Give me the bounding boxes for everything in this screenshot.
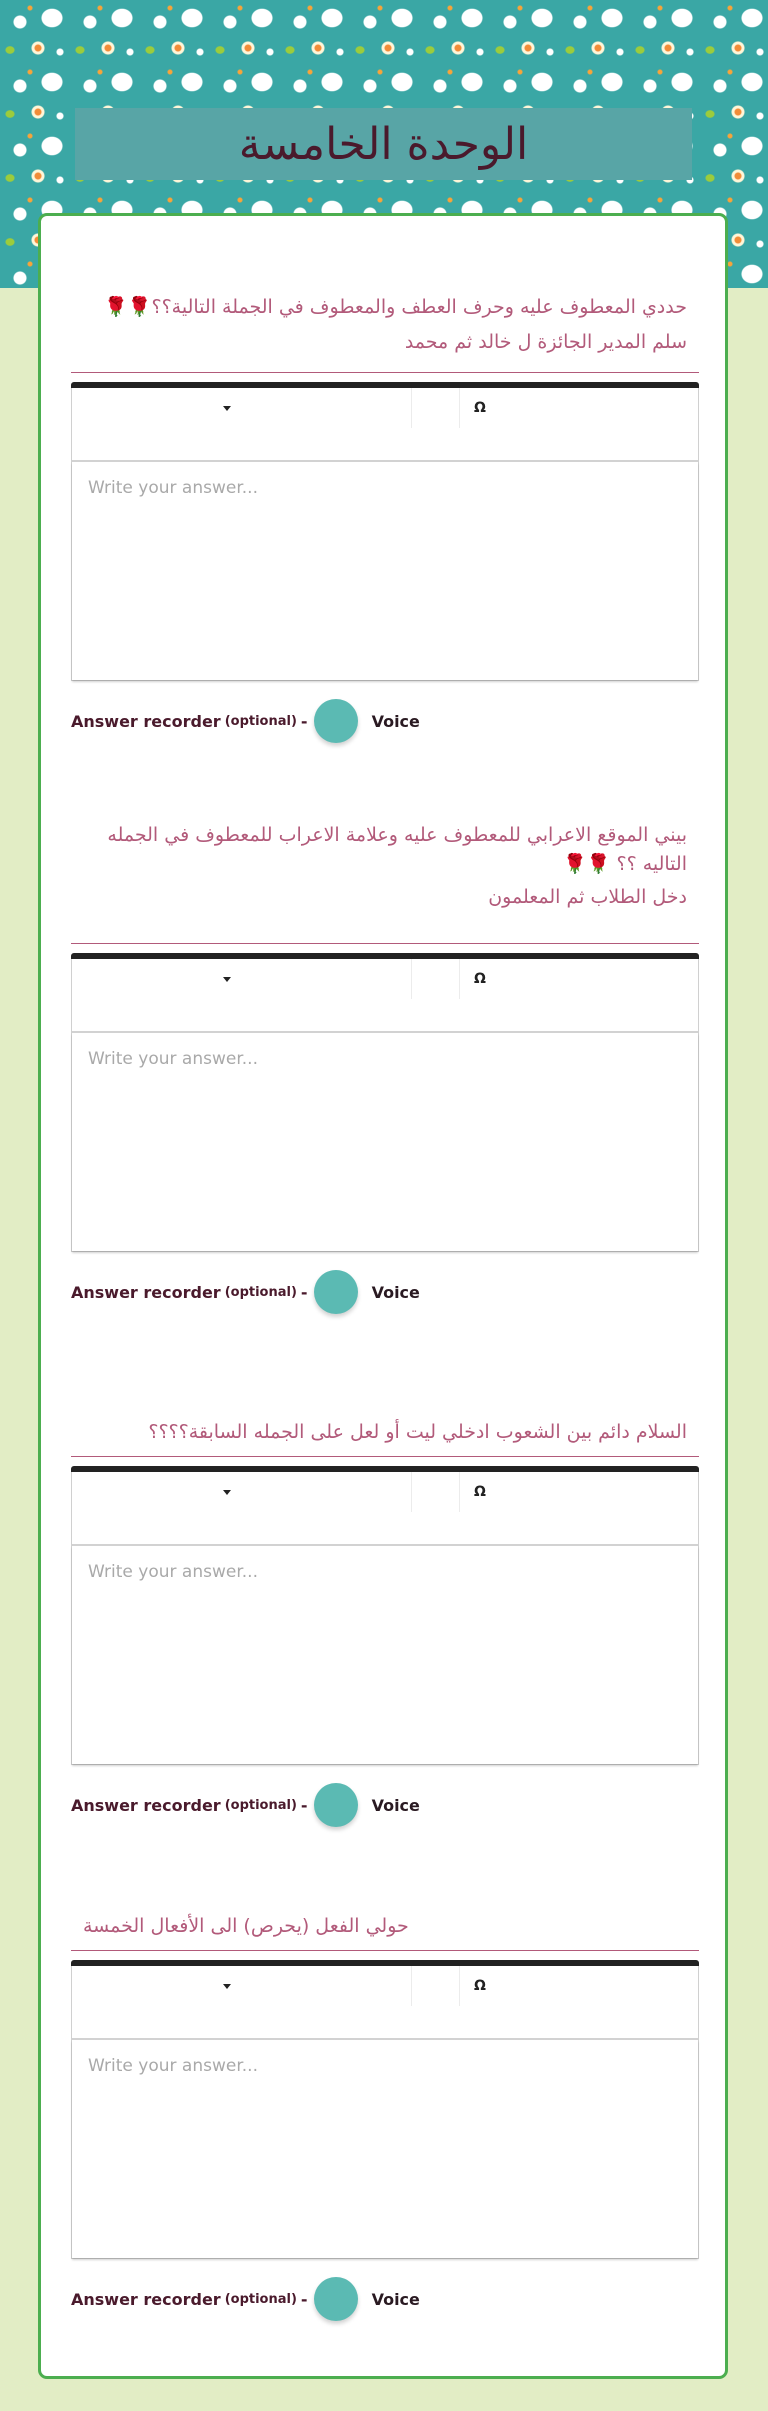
special-characters-button[interactable]: Ω — [474, 400, 486, 416]
format-dropdown[interactable] — [72, 1966, 412, 2006]
question-3 — [71, 1418, 699, 1827]
recorder-optional: (optional) — [224, 713, 297, 729]
question-text — [71, 293, 699, 369]
question-line: بيني الموقع الاعرابي للمعطوف عليه وعلامة الاعراب للمعطوف في الجمله التاليه ؟؟ 🌹🌹 — [107, 824, 687, 875]
recorder-label: Answer recorder — [71, 1795, 221, 1815]
editor-toolbar — [72, 1472, 698, 1546]
answer-textarea[interactable] — [72, 2040, 698, 2258]
question-line: دخل الطلاب ثم المعلمون — [488, 886, 687, 908]
caret-down-icon — [223, 1984, 231, 1989]
recorder-dash: - — [300, 2289, 308, 2309]
question-line: حولي الفعل (يحرص) الى الأفعال الخمسة — [83, 1915, 409, 1937]
caret-down-icon — [223, 406, 231, 411]
recorder-dash: - — [300, 1282, 308, 1302]
toolbar-separator — [412, 1966, 460, 2006]
recorder-optional: (optional) — [224, 1797, 297, 1813]
question-line: السلام دائم بين الشعوب ادخلي ليت أو لعل على الجمله السابقة؟؟؟؟ — [148, 1421, 687, 1443]
recorder-voice-label: Voice — [371, 2289, 420, 2309]
format-dropdown[interactable] — [72, 1472, 412, 1512]
question-4 — [71, 1912, 699, 2321]
worksheet-card — [38, 213, 728, 2379]
question-text — [71, 1912, 699, 1950]
recorder-dash: - — [300, 711, 308, 731]
answer-editor — [71, 1960, 699, 2259]
recorder-voice-label: Voice — [371, 711, 420, 731]
special-characters-button[interactable]: Ω — [474, 971, 486, 987]
recorder-voice-label: Voice — [371, 1282, 420, 1302]
record-button[interactable] — [314, 1783, 358, 1827]
editor-toolbar — [72, 959, 698, 1033]
record-button[interactable] — [314, 1270, 358, 1314]
editor-toolbar — [72, 1966, 698, 2040]
recorder-label: Answer recorder — [71, 711, 221, 731]
caret-down-icon — [223, 1490, 231, 1495]
answer-recorder — [71, 1783, 699, 1827]
answer-editor — [71, 382, 699, 681]
question-line: حددي المعطوف عليه وحرف العطف والمعطوف في الجملة التالية؟؟🌹🌹 — [104, 296, 687, 318]
question-text — [71, 1418, 699, 1456]
answer-recorder — [71, 2277, 699, 2321]
recorder-dash: - — [300, 1795, 308, 1815]
answer-editor — [71, 953, 699, 1252]
question-1 — [71, 293, 699, 743]
record-button[interactable] — [314, 699, 358, 743]
record-button[interactable] — [314, 2277, 358, 2321]
page-title: الوحدة الخامسة — [238, 118, 529, 170]
recorder-label: Answer recorder — [71, 2289, 221, 2309]
answer-textarea[interactable] — [72, 1546, 698, 1764]
answer-textarea[interactable] — [72, 462, 698, 680]
special-characters-button[interactable]: Ω — [474, 1978, 486, 1994]
question-text — [71, 821, 699, 943]
question-line: سلم المدير الجائزة ل خالد ثم محمد — [404, 331, 687, 353]
question-2 — [71, 821, 699, 1314]
recorder-optional: (optional) — [224, 1284, 297, 1300]
title-bar — [75, 108, 692, 180]
answer-textarea[interactable] — [72, 1033, 698, 1251]
caret-down-icon — [223, 977, 231, 982]
answer-editor — [71, 1466, 699, 1765]
recorder-optional: (optional) — [224, 2291, 297, 2307]
recorder-voice-label: Voice — [371, 1795, 420, 1815]
editor-toolbar — [72, 388, 698, 462]
toolbar-separator — [412, 959, 460, 999]
toolbar-separator — [412, 1472, 460, 1512]
special-characters-button[interactable]: Ω — [474, 1484, 486, 1500]
answer-recorder — [71, 1270, 699, 1314]
format-dropdown[interactable] — [72, 388, 412, 428]
recorder-label: Answer recorder — [71, 1282, 221, 1302]
toolbar-separator — [412, 388, 460, 428]
answer-recorder — [71, 699, 699, 743]
format-dropdown[interactable] — [72, 959, 412, 999]
